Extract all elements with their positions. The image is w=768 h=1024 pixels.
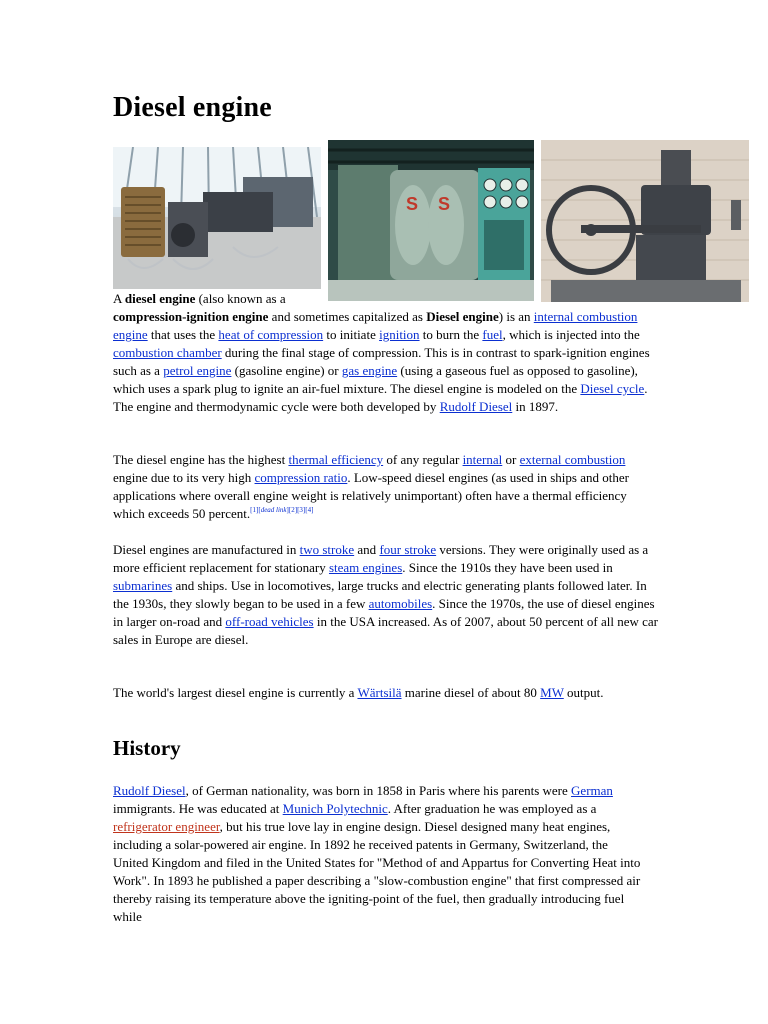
historic-engine-illustration [541,140,749,302]
engine-exhibit-photo[interactable] [113,147,321,289]
link-gas-engine[interactable]: gas engine [341,363,398,378]
largest-engine-paragraph: The world's largest diesel engine is currently a Wärtsilä marine diesel of about 80 MW output. [113,685,604,700]
link-thermal-efficiency[interactable]: thermal efficiency [288,452,384,467]
link-external-combustion[interactable]: external combustion [519,452,626,467]
link-automobiles[interactable]: automobiles [368,596,433,611]
historic-engine-photo[interactable] [541,140,749,302]
link-submarines[interactable]: submarines [113,578,173,593]
link-off-road-vehicles[interactable]: off-road vehicles [225,614,314,629]
history-heading: History [113,736,181,760]
link-diesel-cycle[interactable]: Diesel cycle [580,381,645,396]
history-paragraph: Rudolf Diesel, of German nationality, was born in 1858 in Paris where his parents were German immigrants. He was educated at Munich Polytechnic. After graduation he was employed as a refrigerator engineer, but his true love lay in engine design. Diesel designed many heat engines, including a solar-powered air engine. In 1892 he received patents in Germany, Switzerland, the United Kingdom and filed in the United States for "Method of and Appartus for Converting Heat into Work". In 1893 he published a paper describing a "slow-combustion engine" that first compressed air thereby raising its temperature above the igniting-point of the fuel, then gradually introducing fuel while [113,783,641,924]
link-german[interactable]: German [571,783,613,798]
link-four-stroke[interactable]: four stroke [379,542,437,557]
link-rudolf-diesel[interactable]: Rudolf Diesel [439,399,513,414]
svg-text:S: S [438,194,451,214]
link-internal-combustion-engine[interactable]: internal combustion engine [113,309,638,342]
link-steam-engines[interactable]: steam engines [328,560,403,575]
link-mw[interactable]: MW [540,685,564,700]
link-internal[interactable]: internal [462,452,503,467]
link-refrigerator-engineer[interactable]: refrigerator engineer [113,819,220,834]
usage-paragraph: Diesel engines are manufactured in two stroke and four stroke versions. They were originally used as a more efficient replacement for stationary steam engines. Since the 1910s they have been used in submarines and ships. Use in locomotives, large trucks and electric generating plants followed later. In the 1930s, they slowly began to be used in a few automobiles. Since the 1970s, the use of diesel engines in larger on-road and off-road vehicles in the USA increased. As of 2007, about 50 percent of all new car sales in Europe are diesel. [113,542,658,647]
engine-room-photo[interactable] [328,140,534,301]
page-title: Diesel engine [113,92,272,123]
link-heat-of-compression[interactable]: heat of compression [218,327,324,342]
link-petrol-engine[interactable]: petrol engine [163,363,232,378]
link-combustion-chamber[interactable]: combustion chamber [113,345,222,360]
svg-text:S: S [406,194,419,214]
link-ignition[interactable]: ignition [379,327,420,342]
link-fuel[interactable]: fuel [482,327,503,342]
citation-refs[interactable]: [1][dead link][2][3][4] [250,506,314,514]
link-wartsila[interactable]: Wärtsilä [357,685,402,700]
link-rudolf-diesel-history[interactable]: Rudolf Diesel [113,783,186,798]
link-two-stroke[interactable]: two stroke [299,542,355,557]
engine-room-illustration [328,140,534,301]
link-compression-ratio[interactable]: compression ratio [254,470,348,485]
term-diesel-engine-capitalized: Diesel engine [426,309,499,324]
term-compression-ignition-engine: compression-ignition engine [113,309,269,324]
engine-exhibit-illustration [113,147,321,289]
link-munich-polytechnic[interactable]: Munich Polytechnic [282,801,388,816]
intro-paragraph: A diesel engine (also known as a compression-ignition engine and sometimes capitalized as Diesel engine) is an internal combustion engine that uses the heat of compression to initiate ignition to burn the fuel, which is injected into the combustion chamber during the final stage of compression. This is in contrast to spark-ignition engines such as a petrol engine (gasoline engine) or gas engine (using a gaseous fuel as opposed to gasoline), which uses a spark plug to ignite an air-fuel mixture. The diesel engine is modeled on the Diesel cycle. The engine and thermodynamic cycle were both developed by Rudolf Diesel in 1897. [113,291,650,414]
term-diesel-engine: diesel engine [124,291,196,306]
efficiency-paragraph: The diesel engine has the highest thermal efficiency of any regular internal or external combustion engine due to its very high compression ratio. Low-speed diesel engines (as used in ships and other applications where overall engine weight is relatively unimportant) often have a thermal efficiency which exceeds 50 percent.[1][dead link][2][3][4] [113,452,629,521]
